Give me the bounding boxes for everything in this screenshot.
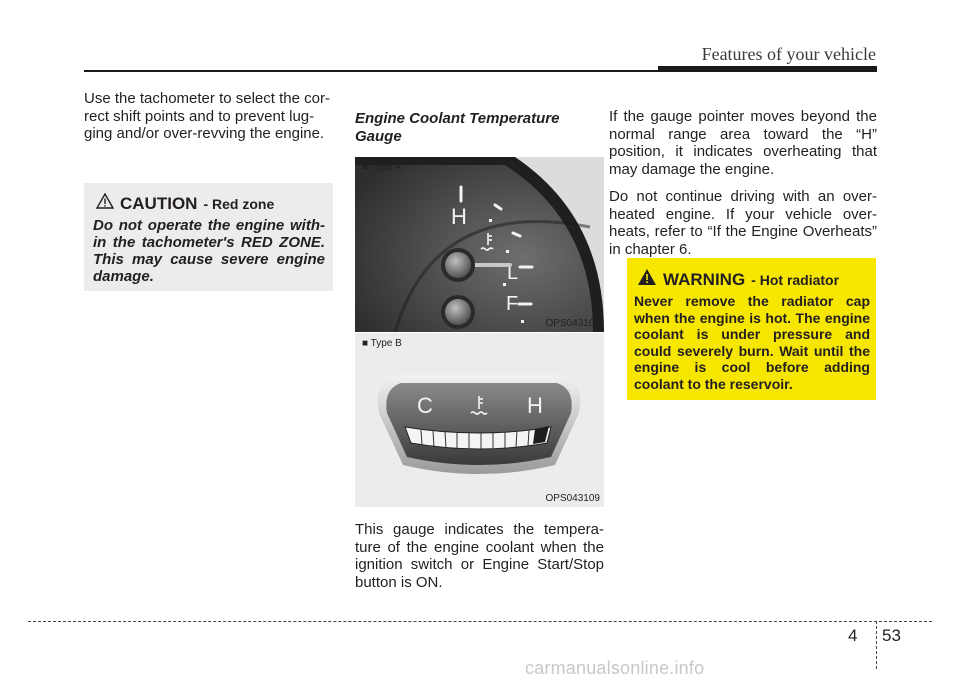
warning-heading [637,268,839,291]
chapter-number: 4 [848,626,858,645]
warning-body: Never remove the radiator cap when the engine is hot. The engine coolant is under pressure and could severely burn. Wait until the engine is cool before adding coolant to the reservoir. [634,293,870,392]
warning-box [627,258,876,400]
figure-type-a-label: ■ Type A [362,162,402,173]
gauge-a-low-glyph: L [507,262,519,284]
overheat-paragraph: If the gauge pointer moves beyond the normal range area toward the “H” position, it indicates overheating that may damage the engine. [609,108,877,178]
page-number: 53 [882,626,901,645]
header-rule-accent [658,66,877,72]
figure-type-b-label: ■ Type B [362,338,402,349]
footer-separator [876,621,877,669]
gauge-b-hot-glyph: H [527,393,543,418]
watermark: carmanualsonline.info [525,658,705,678]
caution-subtitle: - Red zone [203,195,275,212]
caution-word: CAUTION [120,193,198,213]
figure-type-a [355,157,604,332]
intro-paragraph: Use the tachometer to select the cor-rect shift points and to prevent lug-ging and/or over-revving the engine. [84,90,330,142]
warning-subtitle: - Hot radiator [751,271,840,288]
gauge-b-cold-glyph: C [417,393,433,418]
footer-rule [28,621,932,622]
overheat-advice-paragraph: Do not continue driving with an over-heated engine. If your vehicle over-heats, refer to “If the Engine Overheats” in chapter 6. [609,188,877,258]
right-column-text [609,108,877,268]
gauge-description: This gauge indicates the tempera-ture of the engine coolant when the ignition switch or Engine Start/Stop button is ON. [355,521,604,591]
caution-body: Do not operate the engine with-in the tachometer's RED ZONE. This may cause severe engine damage. [93,217,325,285]
section-title: Engine Coolant Temperature Gauge [355,110,560,145]
figure-type-a-code: OPS043108 [545,318,600,329]
gauge-type-a-illustration [355,157,604,332]
caution-box [84,183,333,291]
warning-word: WARNING [663,269,746,289]
gauge-type-b-illustration [355,333,604,507]
running-header: Features of your vehicle [701,44,876,64]
caution-heading [96,193,274,214]
figure-type-b-code: OPS043109 [545,493,600,504]
gauge-a-hot-glyph: H [451,204,467,229]
gauge-a-full-glyph: F [506,293,519,315]
caution-triangle-icon [96,193,114,214]
figure-type-b [355,333,604,507]
warning-triangle-icon [637,268,657,291]
